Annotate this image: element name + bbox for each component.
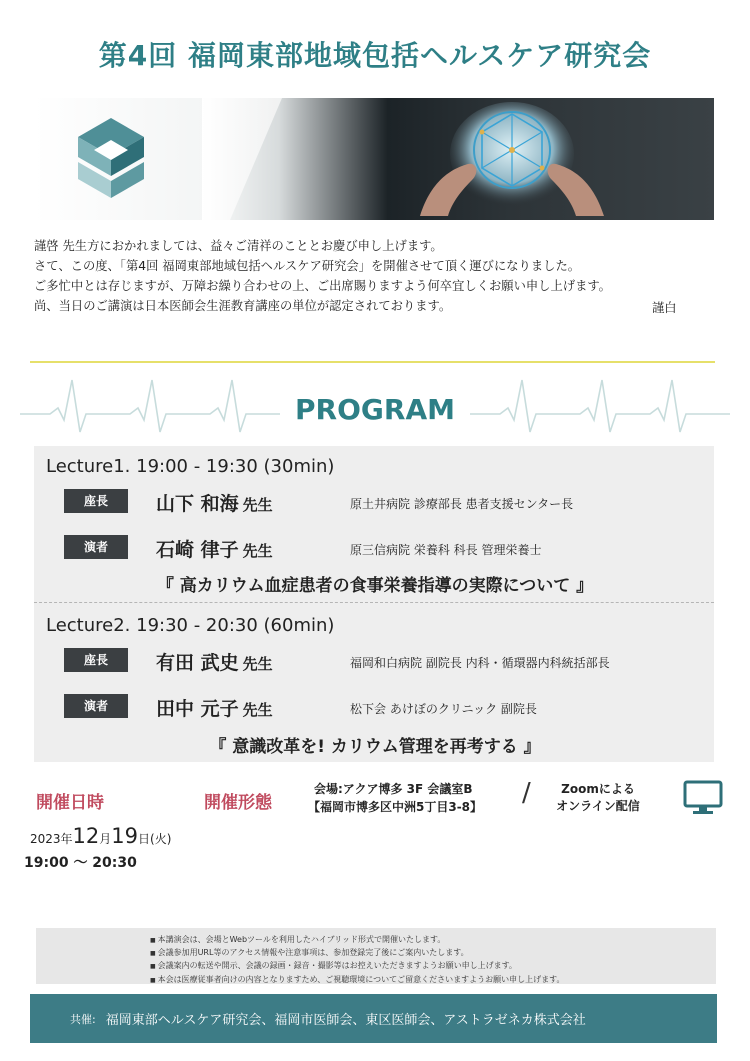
affiliation: 福岡和白病院 副院長 内科・循環器内科統括部長 xyxy=(350,656,610,670)
name-text: 山下 和海 xyxy=(156,493,239,515)
cohost-label: 共催: xyxy=(70,1012,96,1026)
date-day: 19 xyxy=(111,824,139,848)
zoom-info xyxy=(548,780,648,814)
header-banner xyxy=(34,98,714,220)
divider-line xyxy=(30,361,715,363)
lecture-divider xyxy=(34,602,714,603)
intro-line: ご多忙中とは存じますが、万障お繰り合わせの上、ご出席賜りますよう何卒宜しくお願い申し上げます。 xyxy=(34,279,611,293)
role-badge: 座長 xyxy=(64,648,128,672)
lecture-header: Lecture1. 19:00 - 19:30 (30min) xyxy=(46,456,335,477)
honorific: 先生 xyxy=(242,701,273,719)
person-name xyxy=(156,694,273,721)
venue-address: 【福岡市博多区中洲5丁目3-8】 xyxy=(308,800,483,814)
zoom-line: オンライン配信 xyxy=(556,799,640,813)
intro-line: 謹啓 先生方におかれましては、益々ご清祥のこととお慶び申し上げます。 xyxy=(34,239,443,253)
intro-line: 尚、当日のご講演は日本医師会生涯教育講座の単位が認定されております。 xyxy=(34,299,452,313)
date-year: 2023年 xyxy=(30,832,73,846)
lecture-header: Lecture2. 19:30 - 20:30 (60min) xyxy=(46,615,335,636)
role-badge: 演者 xyxy=(64,535,128,559)
affiliation: 松下会 あけぼのクリニック 副院長 xyxy=(350,702,537,716)
role-badge: 座長 xyxy=(64,489,128,513)
name-text: 田中 元子 xyxy=(156,698,239,720)
honorific: 先生 xyxy=(242,496,273,514)
zoom-line: Zoomによる xyxy=(561,782,635,796)
person-name xyxy=(156,489,273,516)
note-item: ■ 本講演会は、会場とWebツールを利用したハイブリッド形式で開催いたします。 xyxy=(150,934,564,947)
honorific: 先生 xyxy=(242,542,273,560)
event-time: 19:00 ～ 20:30 xyxy=(24,855,137,871)
notes-list xyxy=(150,934,564,987)
cohost-organizers: 福岡東部ヘルスケア研究会、福岡市医師会、東区医師会、アストラゼネカ株式会社 xyxy=(105,1013,586,1028)
lecture-topic: 『 高カリウム血症患者の食事栄養指導の実際について 』 xyxy=(156,576,594,596)
program-heading: PROGRAM xyxy=(295,393,455,426)
person-name xyxy=(156,535,273,562)
hexagon-logo-icon xyxy=(78,118,144,198)
date-day-unit: 日(火) xyxy=(138,832,172,846)
honorific: 先生 xyxy=(242,655,273,673)
closing-text: 謹白 xyxy=(652,301,677,315)
affiliation: 原土井病院 診療部長 患者支援センター長 xyxy=(350,497,574,511)
separator-slash: / xyxy=(522,778,531,808)
intro-line: さて、この度、「第4回 福岡東部地域包括ヘルスケア研究会」を開催させて頂く運びになりました。 xyxy=(34,259,581,273)
monitor-icon xyxy=(683,780,723,816)
format-heading: 開催形態 xyxy=(204,793,272,813)
date-month-unit: 月 xyxy=(99,832,112,846)
person-name xyxy=(156,648,273,675)
note-item: ■ 会議参加用URL等のアクセス情報や注意事項は、参加登録完了後にご案内いたします。 xyxy=(150,947,564,960)
page-title: 第4回 福岡東部地域包括ヘルスケア研究会 xyxy=(98,39,652,72)
footer-bar xyxy=(30,994,717,1043)
venue-name: 会場:アクア博多 3F 会議室B xyxy=(314,782,473,796)
globe-hands-image xyxy=(402,98,622,220)
note-item: ■ 会議案内の転送や開示、会議の録画・録音・撮影等はお控えいただきますようお願い申し上げます。 xyxy=(150,960,564,973)
date-heading: 開催日時 xyxy=(36,793,104,813)
affiliation: 原三信病院 栄養科 科長 管理栄養士 xyxy=(350,543,542,557)
role-badge: 演者 xyxy=(64,694,128,718)
event-date xyxy=(30,824,171,848)
note-item: ■ 本会は医療従事者向けの内容となりますため、ご視聴環境についてご留意くださいますようお願い申し上げます。 xyxy=(150,974,564,987)
lecture-topic: 『 意識改革を! カリウム管理を再考する 』 xyxy=(209,737,541,757)
date-month: 12 xyxy=(72,824,100,848)
intro-text xyxy=(34,236,714,316)
name-text: 石崎 律子 xyxy=(156,539,239,561)
name-text: 有田 武史 xyxy=(156,652,239,674)
